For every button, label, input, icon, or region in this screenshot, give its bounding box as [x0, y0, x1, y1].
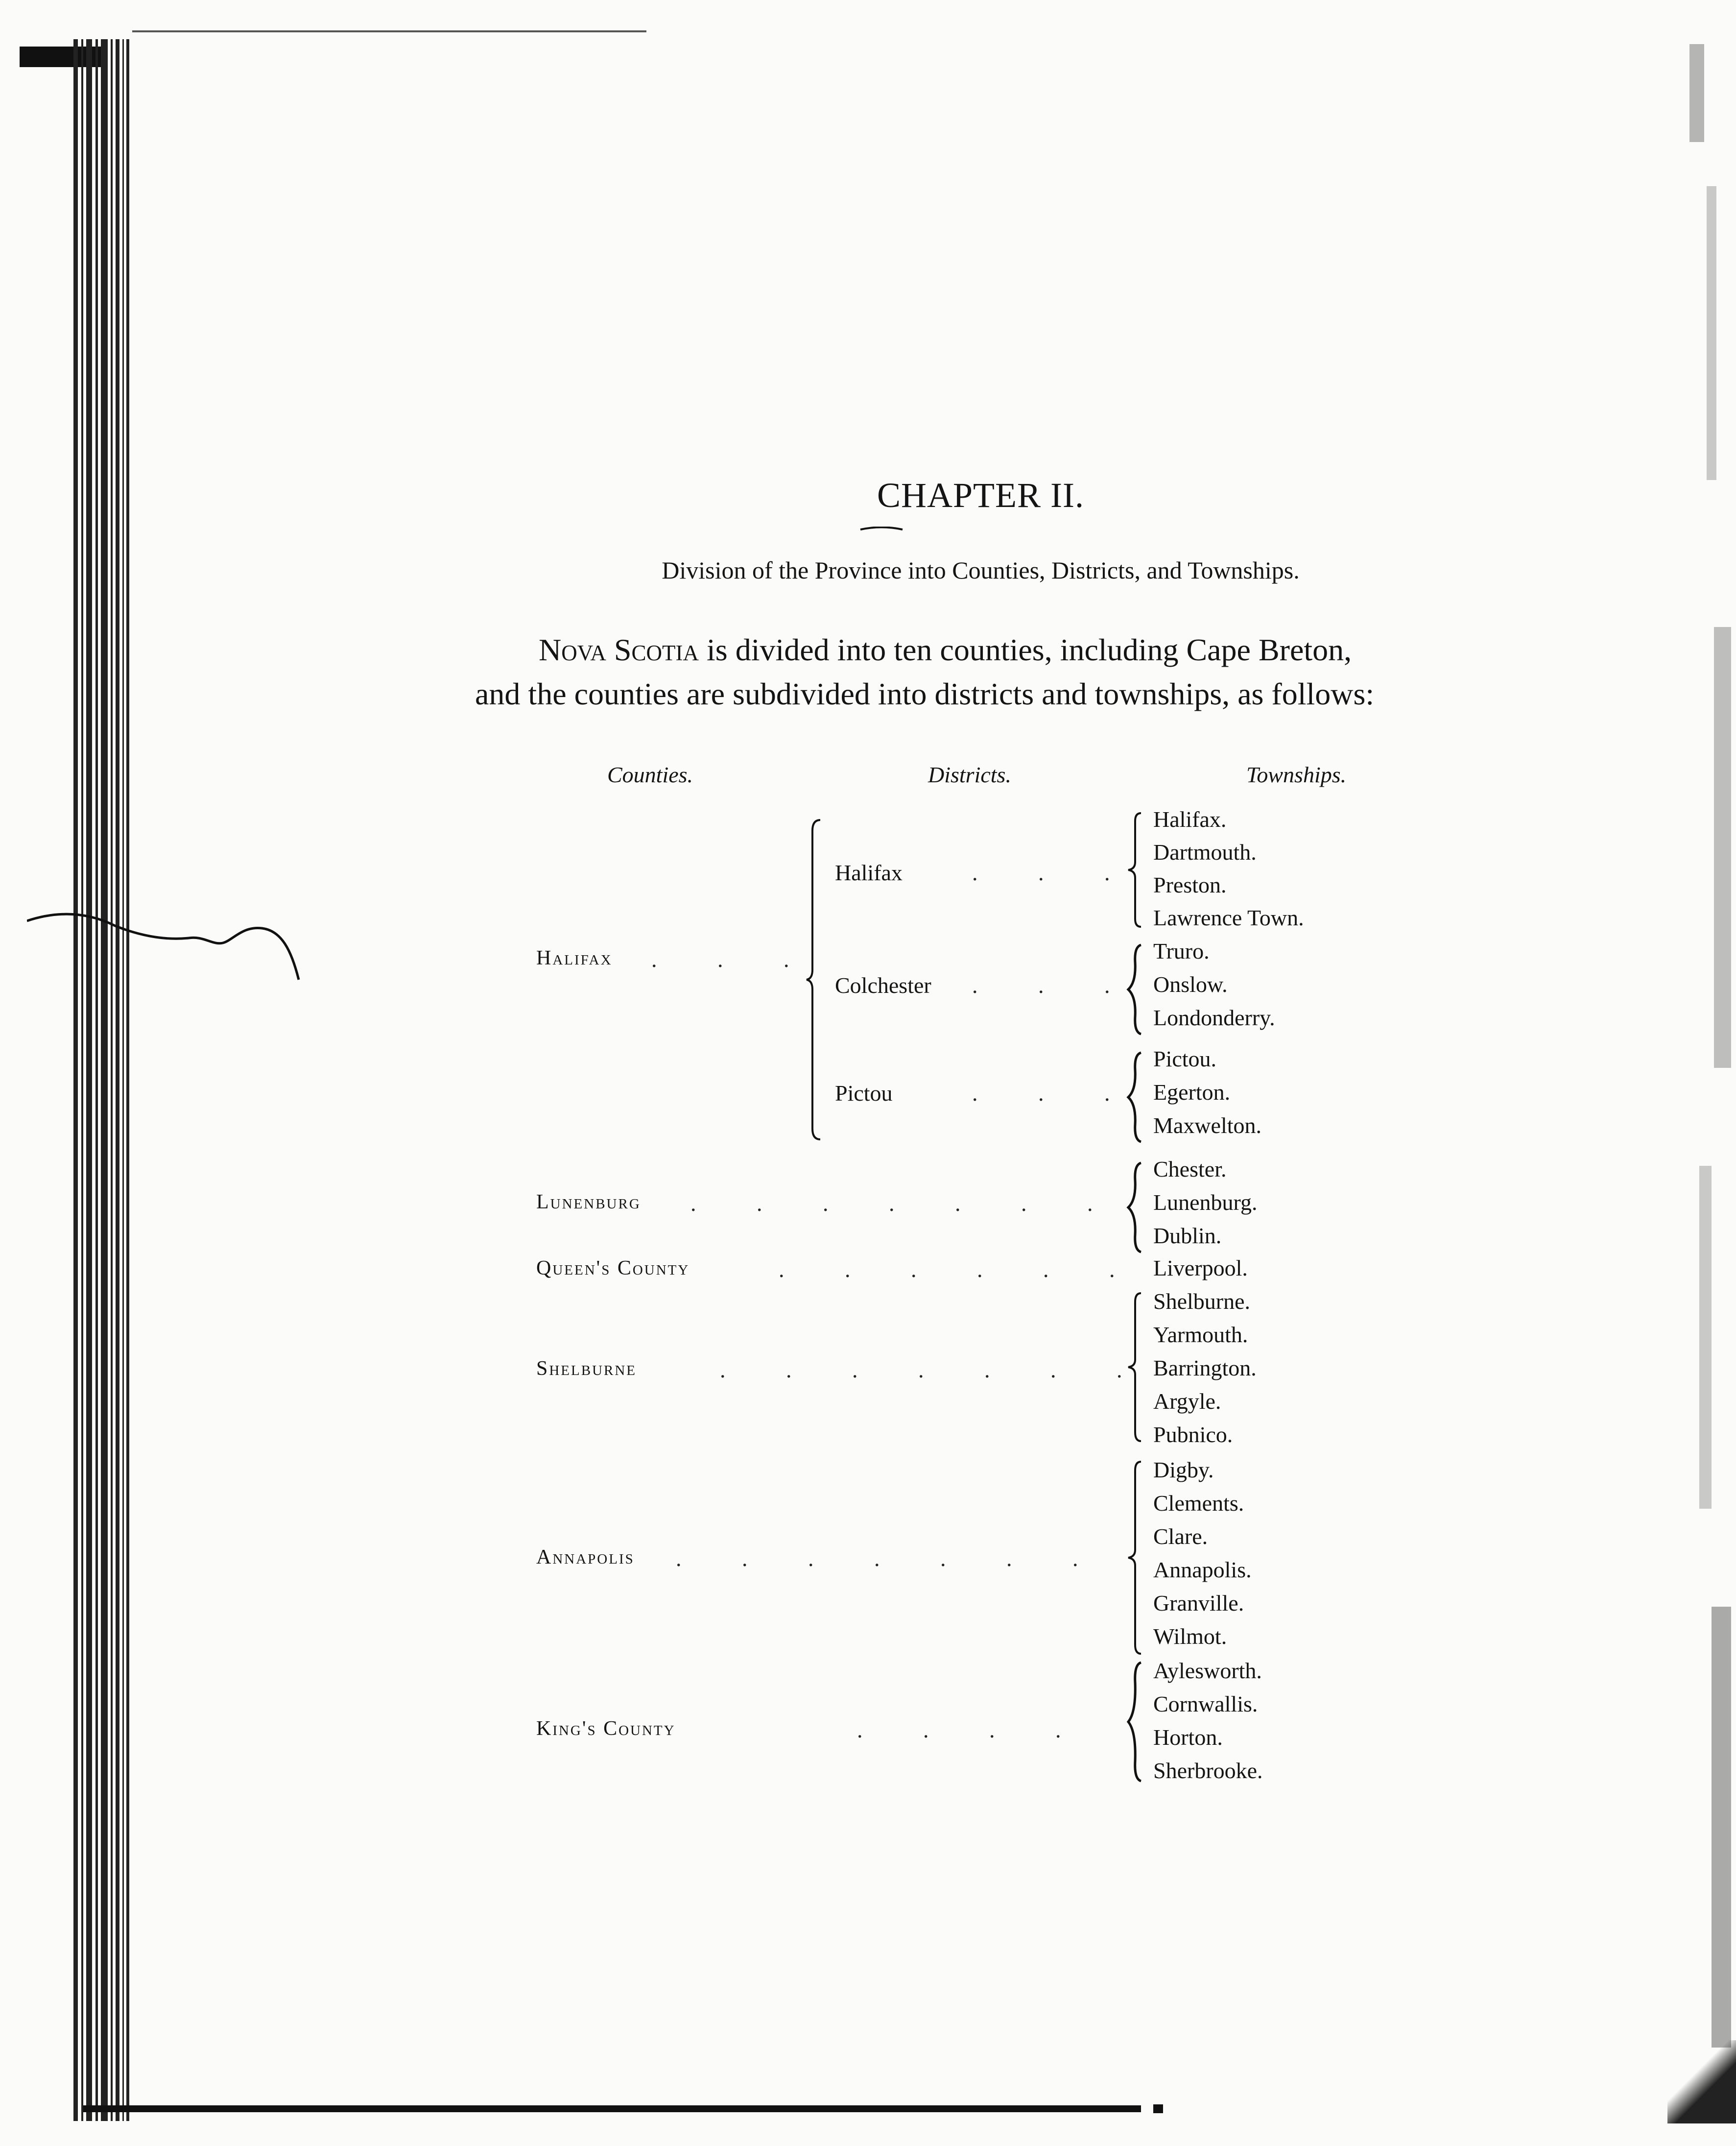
spine-band: [101, 39, 108, 2121]
township-name: Onslow.: [1153, 972, 1228, 997]
township-name: Horton.: [1153, 1725, 1223, 1750]
township-brace: [1126, 1051, 1146, 1144]
township-name: Halifax.: [1153, 807, 1227, 832]
township-name: Pictou.: [1153, 1046, 1217, 1071]
intro-lead: Nova Scotia: [539, 632, 699, 667]
column-head-counties: Counties.: [607, 762, 693, 787]
township-brace: [1126, 943, 1146, 1036]
spine-band: [111, 39, 113, 2121]
district-name: Pictou: [835, 1081, 893, 1106]
spine-band: [122, 39, 124, 2121]
dot-leader: . . . . . . .: [720, 1357, 1150, 1382]
township-name: Londonderry.: [1153, 1005, 1275, 1030]
township-name: Clements.: [1153, 1491, 1244, 1516]
bottom-mark: [1153, 2104, 1163, 2113]
township-name: Yarmouth.: [1153, 1322, 1248, 1347]
dot-leader: . . . .: [857, 1717, 1089, 1742]
township-name: Shelburne.: [1153, 1289, 1251, 1314]
dot-leader: . . .: [651, 947, 817, 972]
district-name: Colchester: [835, 973, 931, 998]
township-name: Sherbrooke.: [1153, 1758, 1263, 1783]
township-name: Lunenburg.: [1153, 1190, 1258, 1215]
spine-band: [116, 39, 119, 2121]
intro-line-1: [539, 632, 1352, 668]
township-name: Clare.: [1153, 1524, 1208, 1549]
township-name: Liverpool.: [1153, 1255, 1248, 1280]
spine-band: [126, 39, 129, 2121]
township-name: Aylesworth.: [1153, 1658, 1262, 1683]
dot-leader: . . .: [972, 860, 1138, 885]
township-brace: [1126, 811, 1146, 929]
spine-band: [86, 39, 92, 2121]
township-name: Dublin.: [1153, 1223, 1222, 1248]
pen-scribble: [27, 906, 301, 985]
dot-leader: . . .: [972, 973, 1138, 998]
township-name: Granville.: [1153, 1591, 1244, 1616]
township-brace: [1126, 1161, 1146, 1254]
dot-leader: . . . . . .: [779, 1257, 1142, 1282]
chapter-title: CHAPTER II.: [877, 476, 1084, 515]
township-name: Chester.: [1153, 1157, 1227, 1182]
top-rule: [132, 30, 646, 32]
spine-band: [95, 39, 98, 2121]
township-name: Maxwelton.: [1153, 1113, 1262, 1138]
township-brace: [1126, 1460, 1146, 1656]
township-name: Lawrence Town.: [1153, 905, 1304, 930]
township-name: Argyle.: [1153, 1389, 1221, 1414]
county-name: Halifax: [536, 947, 613, 969]
township-name: Wilmot.: [1153, 1624, 1227, 1649]
intro-line-2: and the counties are subdivided into districts and townships, as follows:: [475, 676, 1375, 711]
township-name: Annapolis.: [1153, 1557, 1252, 1582]
township-name: Pubnico.: [1153, 1422, 1233, 1447]
dot-leader: . . . . . . .: [676, 1546, 1106, 1571]
county-name: Annapolis: [536, 1546, 635, 1568]
chapter-subtitle: Division of the Province into Counties, Districts, and Townships.: [662, 556, 1300, 584]
county-name: Shelburne: [536, 1357, 637, 1380]
halifax-district-brace: [806, 818, 825, 1141]
county-name: Lunenburg: [536, 1191, 641, 1213]
column-head-districts: Districts.: [928, 762, 1011, 787]
intro-line-1-rest: is divided into ten counties, including Cape Breton,: [699, 632, 1352, 667]
bottom-rule: [83, 2105, 1141, 2112]
township-brace: [1126, 1291, 1146, 1443]
township-name: Truro.: [1153, 939, 1210, 964]
township-name: Egerton.: [1153, 1080, 1231, 1105]
book-spine-edge: [0, 39, 142, 2121]
township-brace: [1126, 1661, 1146, 1783]
dot-leader: . . . . . . .: [690, 1191, 1120, 1216]
right-page-edge: [1685, 39, 1736, 2136]
county-name: Queen's County: [536, 1257, 690, 1279]
right-corner-shadow: [1667, 2040, 1736, 2123]
township-name: Dartmouth.: [1153, 840, 1257, 865]
township-name: Barrington.: [1153, 1355, 1257, 1380]
column-head-townships: Townships.: [1246, 762, 1347, 787]
district-name: Halifax: [835, 860, 903, 885]
township-name: Preston.: [1153, 872, 1227, 897]
dot-leader: . . .: [972, 1081, 1138, 1106]
township-name: Cornwallis.: [1153, 1691, 1258, 1716]
spine-band: [81, 39, 83, 2121]
title-swash: [859, 527, 904, 531]
township-name: Digby.: [1153, 1457, 1214, 1482]
spine-band: [73, 39, 78, 2121]
county-name: King's County: [536, 1717, 676, 1740]
